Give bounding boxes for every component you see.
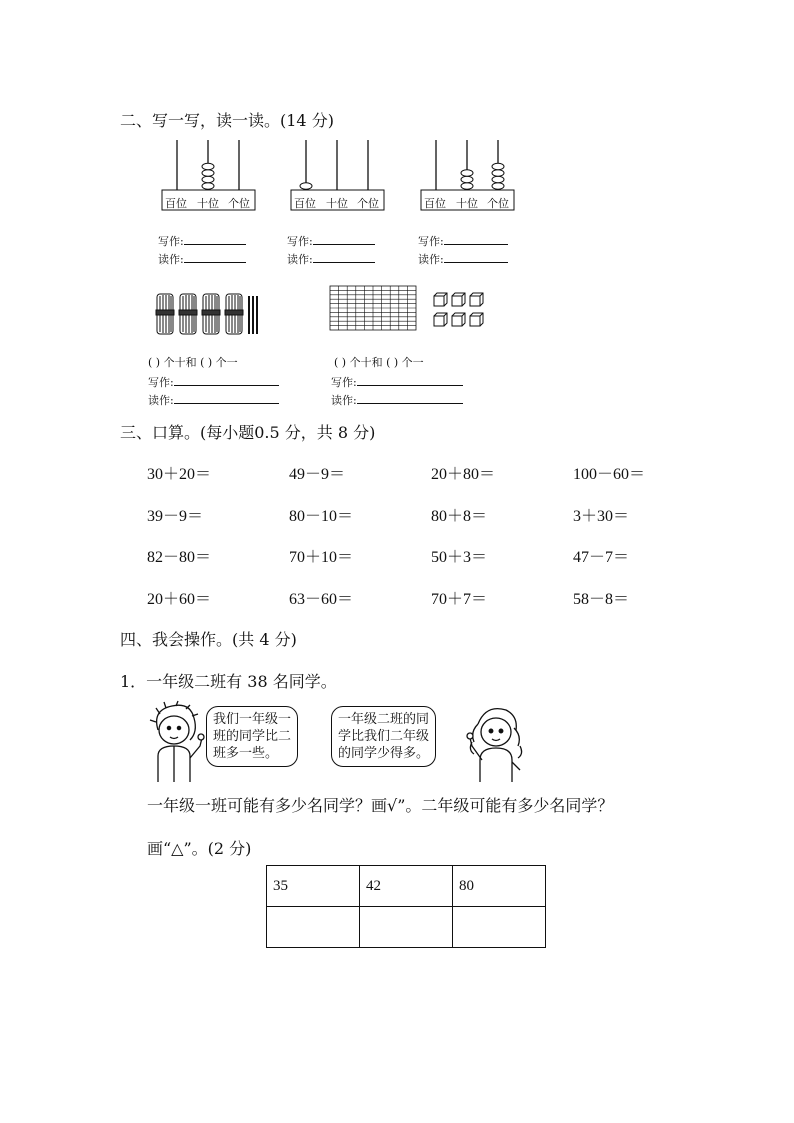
read-label: 读作: — [331, 394, 357, 407]
girl-illustration — [464, 702, 530, 782]
bubble-line: 一年级二班的同 — [338, 712, 430, 727]
option-cell: 80 — [453, 866, 546, 907]
sticks-write-row — [148, 373, 279, 390]
write-blank[interactable] — [184, 232, 246, 245]
write-label: 写作: — [158, 235, 184, 248]
write-label: 写作: — [148, 376, 174, 389]
abacus-3-read-row — [418, 250, 508, 267]
read-label: 读作: — [158, 253, 184, 266]
option-cell: 35 — [267, 866, 360, 907]
read-blank[interactable] — [174, 391, 279, 404]
bubble-line: 我们一年级一 — [213, 712, 292, 727]
oral-calc-item: 20＋80＝ — [431, 466, 496, 483]
write-blank[interactable] — [357, 373, 463, 386]
oral-calc-item: 49－9＝ — [289, 466, 346, 483]
abacus-1-label-ones: 个位 — [228, 197, 250, 210]
answer-cell[interactable] — [267, 907, 360, 948]
abacus-2-label-ones: 个位 — [357, 197, 379, 210]
boy-illustration — [146, 700, 206, 782]
read-label: 读作: — [148, 394, 174, 407]
abacus-3-write-row — [418, 232, 508, 249]
oral-calc-item: 30＋20＝ — [147, 466, 212, 483]
write-label: 写作: — [331, 376, 357, 389]
question-text-line-1: 一年级一班可能有多少名同学？画√”。二年级可能有多少名同学？ — [147, 796, 614, 815]
base-ten-blocks-picture — [328, 284, 498, 334]
abacus-3-label-tens: 十位 — [456, 197, 478, 210]
abacus-1-label-tens: 十位 — [197, 197, 219, 210]
read-blank[interactable] — [357, 391, 463, 404]
bubble-line: 学比我们二年级 — [338, 729, 430, 744]
oral-calc-item: 20＋60＝ — [147, 591, 212, 608]
abacus-2-label-tens: 十位 — [326, 197, 348, 210]
write-blank[interactable] — [174, 373, 279, 386]
read-label: 读作: — [418, 253, 444, 266]
answer-table — [266, 865, 546, 948]
count-prompt-right: ( ) 个十和 ( ) 个一 — [334, 356, 424, 369]
write-label: 写作: — [418, 235, 444, 248]
blocks-read-row — [331, 391, 463, 408]
answer-cell[interactable] — [360, 907, 453, 948]
speech-bubble-left — [206, 706, 298, 767]
write-blank[interactable] — [313, 232, 375, 245]
answer-cell[interactable] — [453, 907, 546, 948]
oral-calc-item: 39－9＝ — [147, 508, 204, 525]
abacus-2-label-hundreds: 百位 — [294, 197, 316, 210]
option-cell: 42 — [360, 866, 453, 907]
blocks-write-row — [331, 373, 463, 390]
sticks-read-row — [148, 391, 279, 408]
abacus-2-read-row — [287, 250, 375, 267]
write-blank[interactable] — [444, 232, 508, 245]
section-2-title: 二、写一写，读一读。(14 分) — [120, 111, 334, 130]
oral-calc-item: 63－60＝ — [289, 591, 354, 608]
table-row — [267, 866, 546, 907]
oral-calc-item: 80＋8＝ — [431, 508, 488, 525]
oral-calc-item: 3＋30＝ — [573, 508, 630, 525]
abacus-3-label-hundreds: 百位 — [424, 197, 446, 210]
abacus-3-label-ones: 个位 — [487, 197, 509, 210]
question-1: 1．一年级二班有 38 名同学。 — [120, 672, 337, 691]
write-label: 写作: — [287, 235, 313, 248]
oral-calc-item: 70＋7＝ — [431, 591, 488, 608]
oral-calc-item: 70＋10＝ — [289, 549, 354, 566]
abacus-1-write-row — [158, 232, 246, 249]
read-blank[interactable] — [444, 250, 508, 263]
oral-calc-item: 58－8＝ — [573, 591, 630, 608]
table-row — [267, 907, 546, 948]
oral-calc-item: 100－60＝ — [573, 466, 646, 483]
section-4-title: 四、我会操作。(共 4 分) — [120, 630, 297, 649]
count-prompt-left: ( ) 个十和 ( ) 个一 — [148, 356, 238, 369]
oral-calc-item: 50＋3＝ — [431, 549, 488, 566]
oral-calc-item: 47－7＝ — [573, 549, 630, 566]
bubble-line: 班的同学比二 — [213, 729, 292, 744]
abacus-1-read-row — [158, 250, 246, 267]
read-blank[interactable] — [313, 250, 375, 263]
oral-calc-item: 80－10＝ — [289, 508, 354, 525]
abacus-1-label-hundreds: 百位 — [165, 197, 187, 210]
section-3-title: 三、口算。(每小题0.5 分，共 8 分) — [120, 423, 376, 442]
bubble-line: 班多一些。 — [213, 746, 279, 761]
read-blank[interactable] — [184, 250, 246, 263]
oral-calc-item: 82－80＝ — [147, 549, 212, 566]
abacus-2-write-row — [287, 232, 375, 249]
read-label: 读作: — [287, 253, 313, 266]
speech-bubble-right — [331, 706, 436, 767]
bubble-line: 的同学少得多。 — [338, 746, 430, 761]
question-text-line-2: 画“△”。(2 分) — [147, 839, 252, 858]
stick-bundles-picture — [155, 290, 265, 338]
